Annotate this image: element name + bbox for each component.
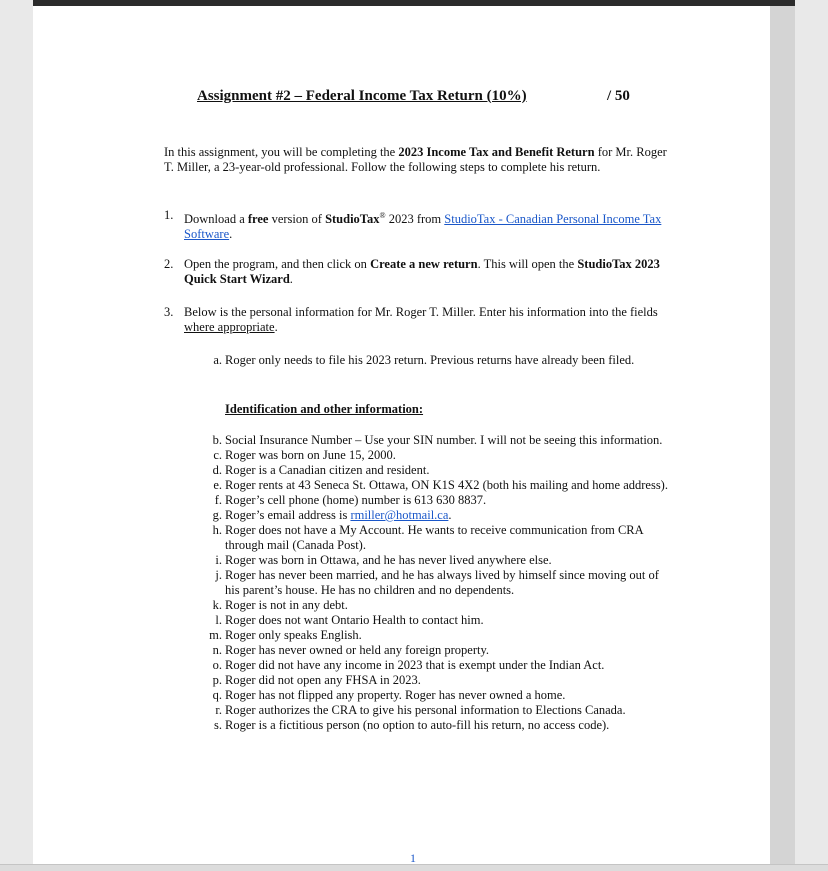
email-link[interactable]: rmiller@hotmail.ca (350, 508, 449, 522)
list-marker: l. (215, 613, 222, 627)
list-item (204, 643, 674, 658)
list-item (204, 508, 674, 523)
section-heading: Identification and other information: (225, 402, 424, 416)
list-item (204, 568, 674, 598)
intro-text-2: for Mr. Roger T. Miller, a 23-year-old professional. Follow the following steps to complete his return. (164, 145, 667, 174)
viewer-scrollbar-track[interactable] (770, 6, 795, 864)
list-marker: f. (214, 493, 222, 507)
list-item-text: Roger rents at 43 Seneca St. Ottawa, ON K1S 4X2 (both his mailing and home address). (225, 478, 668, 492)
list-marker: k. (212, 598, 222, 612)
list-item (204, 433, 674, 448)
list-marker: n. (212, 643, 222, 657)
list-marker: s. (214, 718, 222, 732)
list-item-text: Roger only speaks English. (225, 628, 362, 642)
step-number: 2. (164, 257, 174, 271)
list-item (204, 493, 674, 508)
list-item-text: Roger did not have any income in 2023 that is exempt under the Indian Act. (225, 658, 605, 672)
step-text: . (274, 320, 278, 334)
list-marker: h. (212, 523, 222, 537)
step-number: 3. (164, 305, 174, 319)
list-item (204, 658, 674, 673)
intro-bold-1: 2023 Income Tax and Benefit Return (398, 145, 595, 159)
step-text: Below is the personal information for Mr. Roger T. Miller. Enter his information into the fields (184, 305, 658, 319)
list-item (204, 628, 674, 643)
list-item (204, 703, 674, 718)
step-text: Download a (184, 212, 248, 227)
list-item-text: Roger was born in Ottawa, and he has never lived anywhere else. (225, 553, 552, 567)
step-text: 2023 from (385, 212, 445, 227)
step-number: 1. (164, 208, 174, 222)
list-marker: j. (215, 568, 222, 582)
step-3 (164, 305, 670, 335)
list-item (204, 718, 674, 733)
step-1 (164, 208, 670, 242)
list-item-text: Roger is a fictitious person (no option to auto-fill his return, no access code). (225, 718, 610, 732)
list-item-text: Roger is not in any debt. (225, 598, 348, 612)
registered-mark: ® (379, 211, 386, 220)
step-underlined: where appropriate (184, 320, 275, 334)
list-item-text: Roger has never owned or held any foreign property. (225, 643, 490, 657)
list-item (204, 613, 674, 628)
identification-list (204, 433, 674, 733)
list-item-text: Roger does not have a My Account. He wants to receive communication from CRA through mail (Canada Post). (225, 523, 643, 552)
intro-text-1: In this assignment, you will be completing the (164, 145, 399, 159)
list-item-text: Roger has not flipped any property. Roger has never owned a home. (225, 688, 566, 702)
list-item (204, 478, 674, 493)
list-marker: a. (213, 353, 222, 367)
list-item (204, 688, 674, 703)
list-item-text: Roger has never been married, and he has always lived by himself since moving out of his parent’s house. He has no children and no dependents. (225, 568, 659, 597)
list-item (204, 553, 674, 568)
list-item (204, 598, 674, 613)
list-marker: m. (209, 628, 222, 642)
list-marker: i. (215, 553, 222, 567)
step-text: . (229, 227, 233, 242)
list-marker: q. (212, 688, 222, 702)
step-bold: Create a new return (370, 257, 478, 271)
list-marker: c. (213, 448, 222, 462)
list-marker: p. (212, 673, 222, 687)
step-2 (164, 257, 670, 287)
list-item-text: Roger did not open any FHSA in 2023. (225, 673, 421, 687)
list-item-text: Roger only needs to file his 2023 return. Previous returns have already been filed. (225, 353, 635, 367)
list-item (204, 463, 674, 478)
intro-paragraph (164, 145, 668, 175)
step-bold: StudioTax (325, 212, 380, 227)
step-bold: StudioTax 2023 Quick Start Wizard (184, 257, 660, 286)
assignment-score: / 50 (607, 88, 630, 104)
list-marker: b. (212, 433, 222, 447)
assignment-title: Assignment #2 – Federal Income Tax Return (10%) (197, 88, 527, 104)
studiotax-link[interactable]: StudioTax - Canadian Personal Income Tax Software (184, 212, 662, 242)
list-item-text: Social Insurance Number – Use your SIN number. I will not be seeing this information. (225, 433, 663, 447)
list-item-text: Roger does not want Ontario Health to contact him. (225, 613, 484, 627)
step-text: . This will open the (477, 257, 578, 271)
list-item-a (204, 353, 674, 368)
list-item-text: Roger authorizes the CRA to give his personal information to Elections Canada. (225, 703, 626, 717)
step-bold: free (247, 212, 269, 227)
list-marker: r. (215, 703, 222, 717)
list-item (204, 673, 674, 688)
step-text: Open the program, and then click on (184, 257, 371, 271)
list-item-text: . (448, 508, 452, 522)
list-item-text: Roger’s cell phone (home) number is 613 630 8837. (225, 493, 487, 507)
list-marker: d. (212, 463, 222, 477)
list-marker: e. (213, 478, 222, 492)
step-text: version of (268, 212, 326, 227)
list-item-text: Roger is a Canadian citizen and resident. (225, 463, 430, 477)
list-item (204, 523, 674, 553)
list-marker: o. (212, 658, 222, 672)
list-item-text: Roger was born on June 15, 2000. (225, 448, 396, 462)
page-number: 1 (410, 851, 416, 865)
list-item-text: Roger’s email address is (225, 508, 351, 522)
list-marker: g. (212, 508, 222, 522)
list-item (204, 448, 674, 463)
step-text: . (289, 272, 293, 286)
